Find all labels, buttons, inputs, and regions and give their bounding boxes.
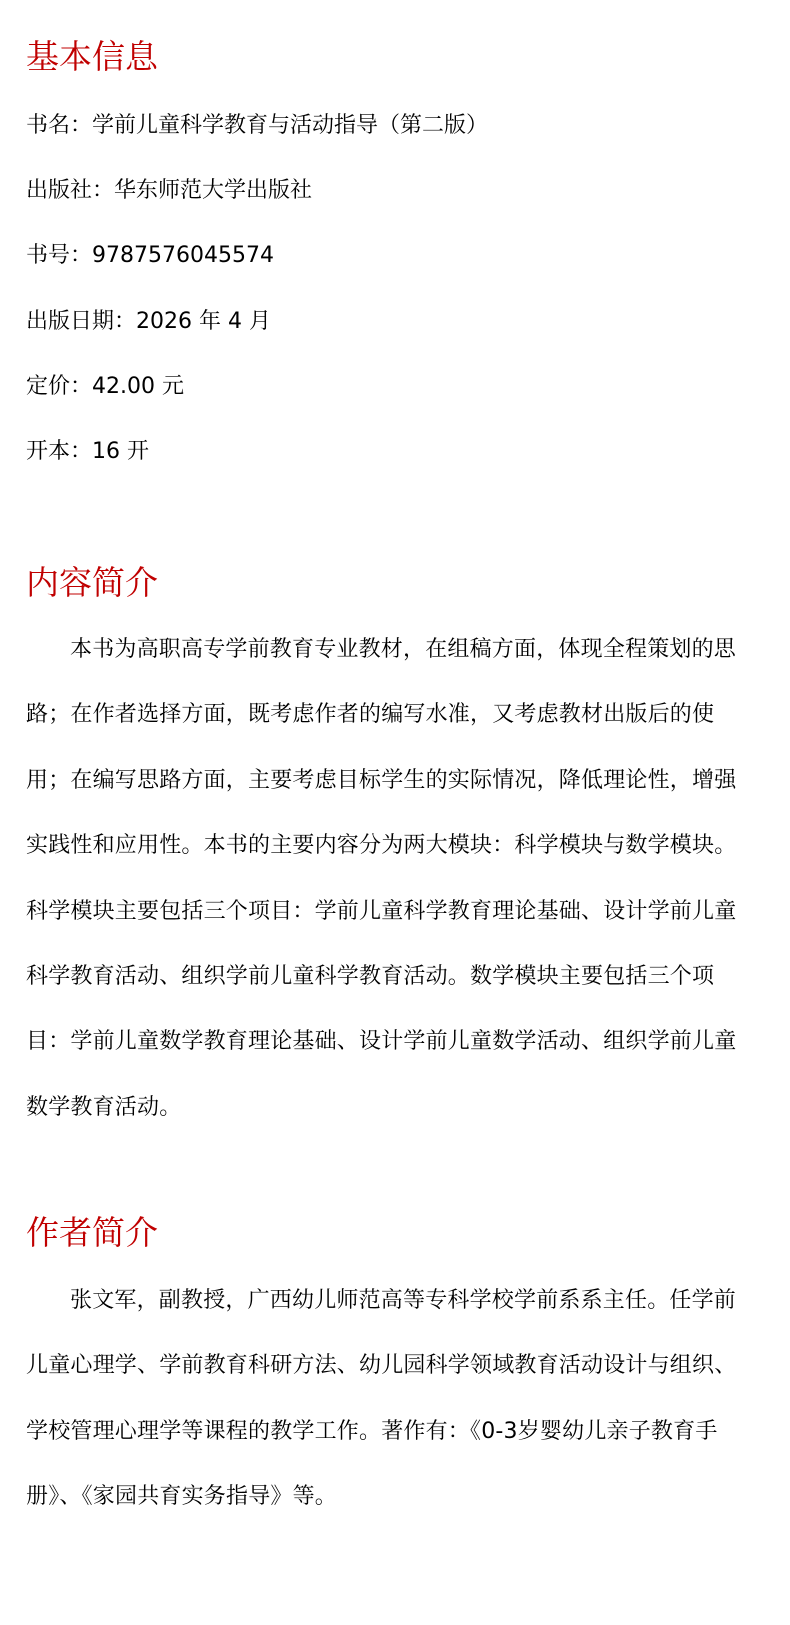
- pub-date-line: 出版日期：2026 年 4 月: [26, 309, 271, 334]
- content-intro-paragraph: 本书为高职高专学前教育专业教材，在组稿方面，体现全程策划的思路；在作者选择方面，既考虑作者的编写水准，又考虑教材出版后的使用；在编写思路方面，主要考虑目标学生的实际情况，降低理论性，增强实践性和应用性。本书的主要内容分为两大模块：科学模块与数学模块。科学模块主要包括三个项目：学前儿童科学教育理论基础、设计学前儿童科学教育活动、组织学前儿童科学教育活动。数学模块主要包括三个项目：学前儿童数学教育理论基础、设计学前儿童数学活动、组织学前儿童数学教育活动。: [26, 637, 737, 1120]
- basic-info-heading: 基本信息: [26, 37, 158, 76]
- author-intro-heading: 作者简介: [26, 1213, 158, 1252]
- price-line: 定价：42.00 元: [26, 374, 184, 399]
- isbn-line: 书号：9787576045574: [26, 243, 274, 268]
- publisher-line: 出版社：华东师范大学出版社: [26, 178, 313, 203]
- format-line: 开本：16 开: [26, 439, 149, 464]
- book-title-line: 书名：学前儿童科学教育与活动指导（第二版）: [26, 113, 489, 138]
- author-intro-paragraph: 张文军，副教授，广西幼儿师范高等专科学校学前系系主任。任学前儿童心理学、学前教育科研方法、幼儿园科学领域教育活动设计与组织、学校管理心理学等课程的教学工作。著作有：《0-3岁婴幼儿亲子教育手册》、《家园共育实务指导》等。: [26, 1288, 737, 1510]
- content-intro-heading: 内容简介: [26, 563, 158, 602]
